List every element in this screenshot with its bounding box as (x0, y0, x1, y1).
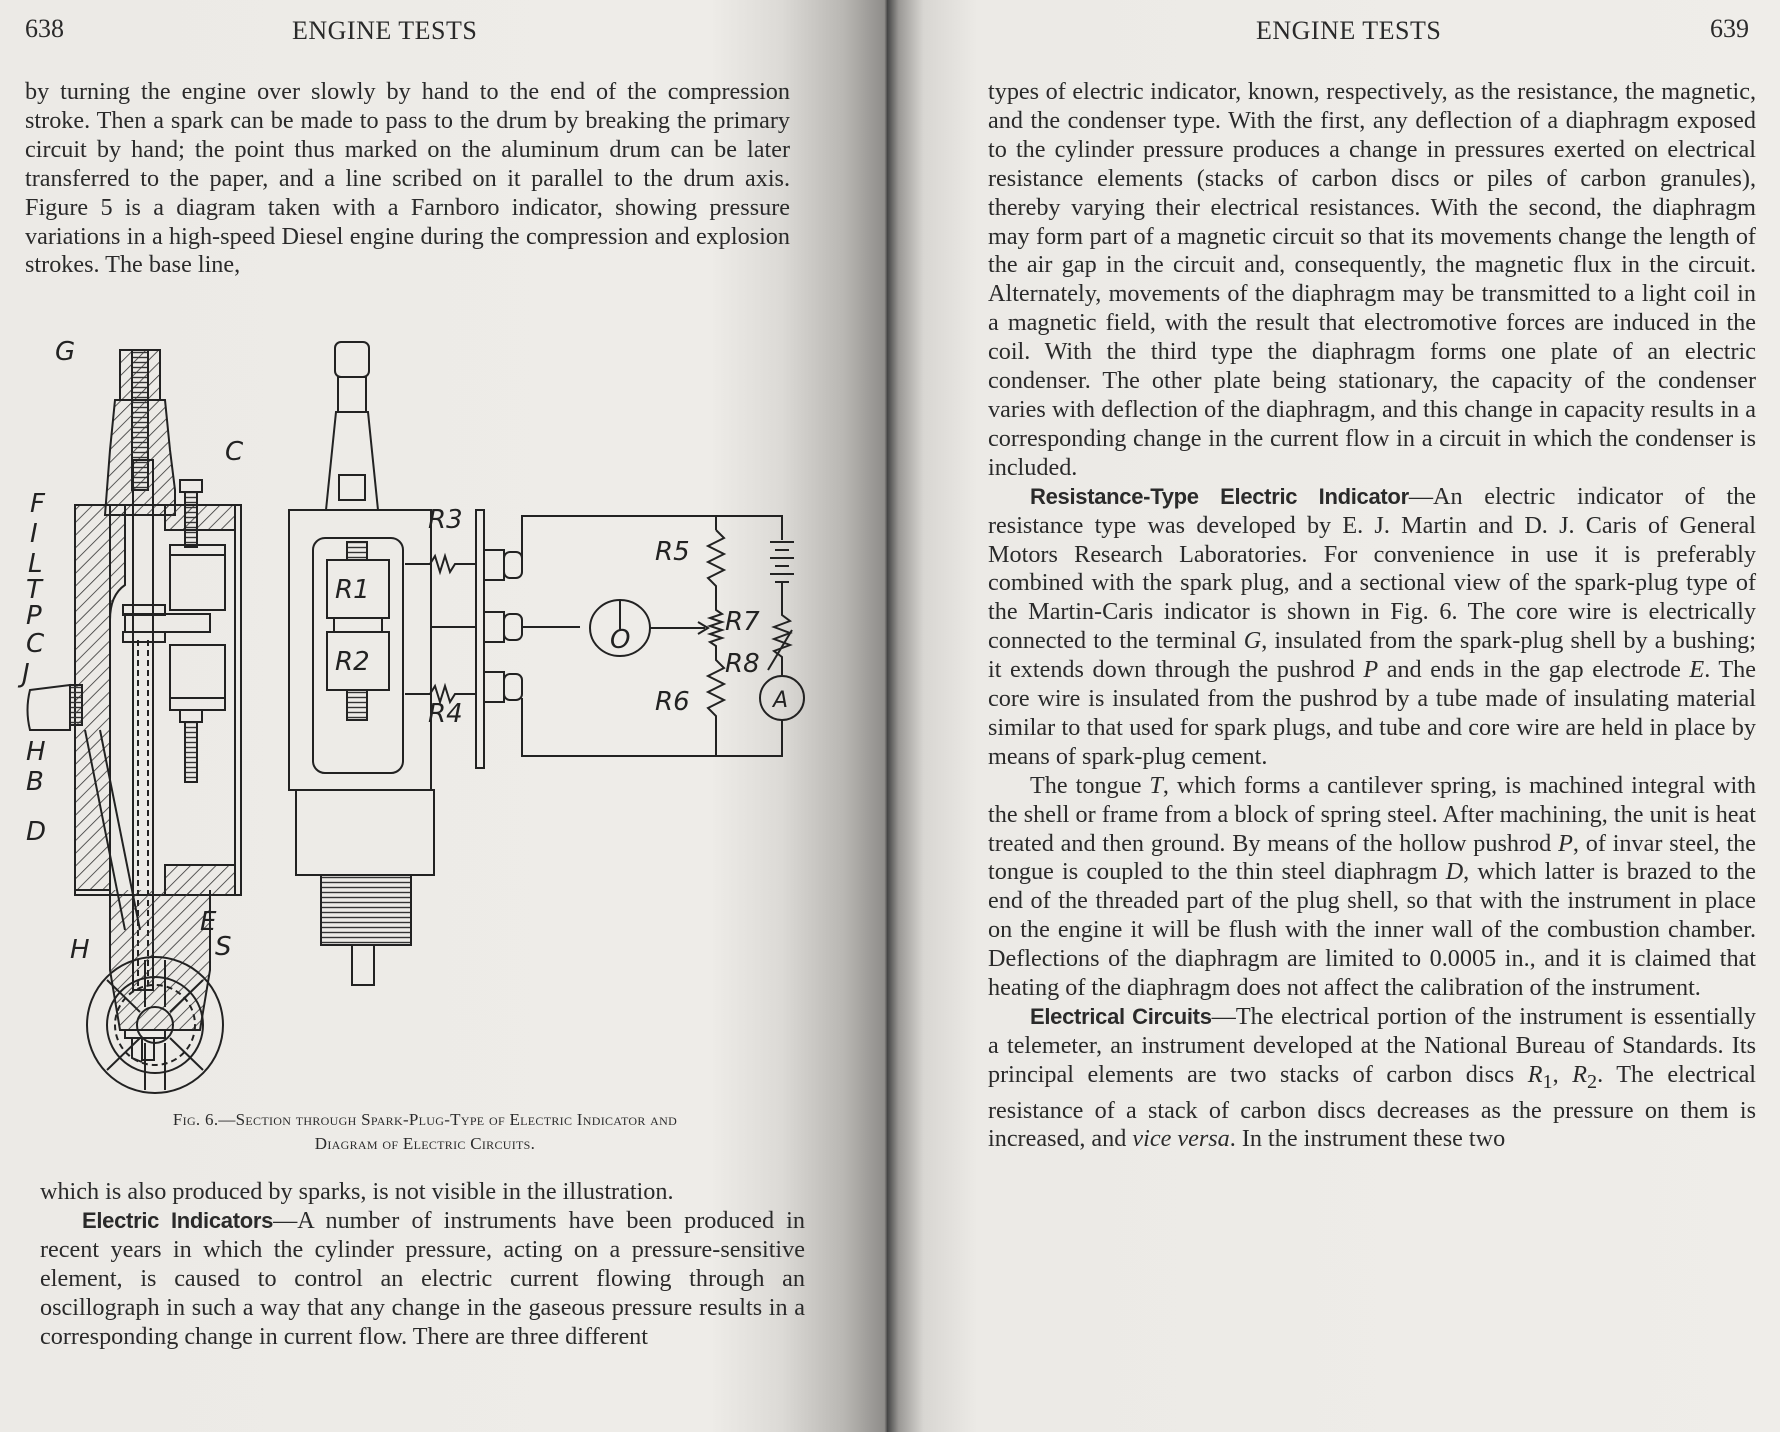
label-R5: R5 (655, 537, 690, 567)
running-head: ENGINE TESTS (292, 16, 478, 45)
label-S: S (215, 932, 232, 962)
symbol: P (1363, 656, 1379, 684)
subscript: 2 (1586, 1070, 1598, 1093)
page-number: 638 (25, 14, 64, 43)
section-paragraph (988, 1003, 1756, 1154)
label-G: G (55, 337, 76, 367)
page-number: 639 (1710, 14, 1749, 43)
label-L: L (28, 549, 43, 579)
label-P: P (26, 601, 42, 631)
text-run: , which forms a cantilever spring, is machined integral with the shell or frame from a block of spring steel. After machining, the unit is heat treated and then ground. By means of the hollow pushrod (988, 771, 1756, 857)
text-run: , of invar steel, the tongue is coupled to the thin steel diaphragm (988, 829, 1756, 886)
label-R6: R6 (655, 687, 690, 717)
label-T: T (26, 575, 42, 605)
text-run: —The electrical portion of the instrument is essentially a telemeter, an instrument developed at the National Bureau of Standards. Its principal elements are two stacks of carbon discs (988, 1003, 1756, 1088)
symbol: E (1689, 656, 1705, 684)
text-run: . In the instrument these two (1229, 1125, 1506, 1153)
text-run: The tongue (1030, 771, 1150, 799)
text-run: . The electrical resistance of a stack of carbon discs decreases as the pressure on them is increased, and (988, 1060, 1757, 1153)
label-D: D (26, 817, 47, 847)
right-page (888, 0, 1780, 1432)
symbol: D (1445, 858, 1464, 886)
label-R8: R8 (725, 649, 760, 679)
label-A: A (773, 688, 789, 713)
text-run: —An electric indicator of the resistance type was developed by E. J. Martin and D. J. Caris of General Motors Research Laboratories. For convenience in use it is preferably combined with the spark plug, and a sectional view of the spark-plug type of the Martin-Caris indicator is shown in Fig. 6. The core wire is electrically connected to the terminal (988, 482, 1756, 655)
label-C: C (225, 437, 244, 467)
plug-end-view-drawing (80, 950, 230, 1100)
section-paragraph (988, 483, 1756, 772)
symbol: R (1572, 1060, 1587, 1088)
text-run: , which latter is brazed to the end of the threaded part of the plug shell, so that with the instrument in place on the engine it will be flush with the inner wall of the combustion chamber. Deflections of the diaphragm are limited to 0.0005 in., and it is claimed that heating of the diaphragm does not affect the calibration of the instrument. (988, 858, 1756, 1002)
caption-line: Diagram of Electric Circuits. (314, 1134, 536, 1153)
text-run: and ends in the gap electrode (1378, 656, 1690, 684)
running-head: ENGINE TESTS (1256, 16, 1442, 45)
section-heading: Resistance-Type Electric Indicator (1030, 483, 1409, 509)
label-R3: R3 (428, 505, 463, 535)
label-R7: R7 (725, 607, 760, 637)
label-I: I (30, 519, 38, 549)
symbol: P (1558, 829, 1573, 857)
section-heading: Electric Indicators (82, 1207, 274, 1233)
text-run: , insulated from the spark-plug shell by a bushing; it extends down through the pushrod (988, 627, 1756, 684)
circuit-diagram (405, 510, 804, 768)
paragraph-text: by turning the engine over slowly by hand to the end of the compression stroke. Then a spark can be made to pass to the drum by breaking the primary circuit by hand; the point thus marked on the aluminum drum can be later transferred to the paper, and a line scribed on it parallel to the drum axis. Figure 5 is a diagram taken with a Farnboro indicator, showing pressure variations in a high-speed Diesel engine during the compression and explosion strokes. The base line, (25, 78, 790, 279)
left-page (0, 0, 888, 1432)
symbol: R (1527, 1060, 1543, 1088)
label-H2: H (70, 935, 90, 965)
section-body: —A number of instruments have been produced in recent years in which the cylinder pressure, acting on a pressure-sensitive element, is caused to control an electric current flowing through an oscillograph in such a way that any change in the gaseous pressure results in a corresponding change in current flow. There are three different (40, 1206, 805, 1350)
label-O: O (610, 625, 631, 655)
text-run: . The core wire is insulated from the pushrod by a tube made of insulating material similar to that used for spark plugs, and tube and core wire are held in place by means of spark-plug cement. (988, 656, 1757, 770)
symbol: T (1149, 771, 1163, 799)
text-run: , (1552, 1060, 1573, 1088)
label-E: E (200, 907, 217, 937)
label-J: J (22, 659, 30, 689)
text-column (988, 78, 1756, 1154)
italic-text: vice versa (1132, 1125, 1230, 1153)
paragraph (25, 78, 790, 280)
label-R2: R2 (335, 647, 370, 677)
symbol: G (1243, 627, 1262, 655)
caption-line: Fig. 6.—Section through Spark-Plug-Type of Electric Indicator and (172, 1110, 678, 1129)
label-F: F (30, 489, 45, 519)
label-B: B (26, 767, 44, 797)
label-H: H (26, 737, 46, 767)
paragraph (988, 772, 1756, 1003)
label-R4: R4 (428, 699, 463, 729)
paragraph-text: which is also produced by sparks, is not visible in the illustration. (40, 1178, 674, 1205)
section-paragraph (40, 1207, 805, 1352)
paragraph (40, 1178, 805, 1351)
label-C2: C (26, 629, 45, 659)
paragraph-text: types of electric indicator, known, respectively, as the resistance, the magnetic, and the condenser type. With the first, any deflection of a diaphragm exposed to the cylinder pressure produces a change in pressures exerted on electrical resistance elements (stacks of carbon discs or piles of carbon granules), thereby varying their electrical resistances. With the second, the diaphragm may form part of a magnetic circuit so that its movements change the length of the air gap in the circuit and, consequently, the magnetic flux in the circuit. Alternately, movements of the diaphragm may be transmitted to a light coil in a magnetic field, with the result that electromotive forces are induced in the coil. With the third type the diaphragm forms one plate of an electric condenser. The other plate being stationary, the capacity of the condenser varies with deflection of the diaphragm, and this change in capacity results in a corresponding change in the current flow in a circuit in which the condenser is included. (988, 78, 1756, 481)
label-R1: R1 (335, 575, 370, 605)
subscript: 1 (1542, 1070, 1553, 1093)
section-heading: Electrical Circuits (1030, 1004, 1212, 1029)
figure-caption (40, 1108, 810, 1156)
